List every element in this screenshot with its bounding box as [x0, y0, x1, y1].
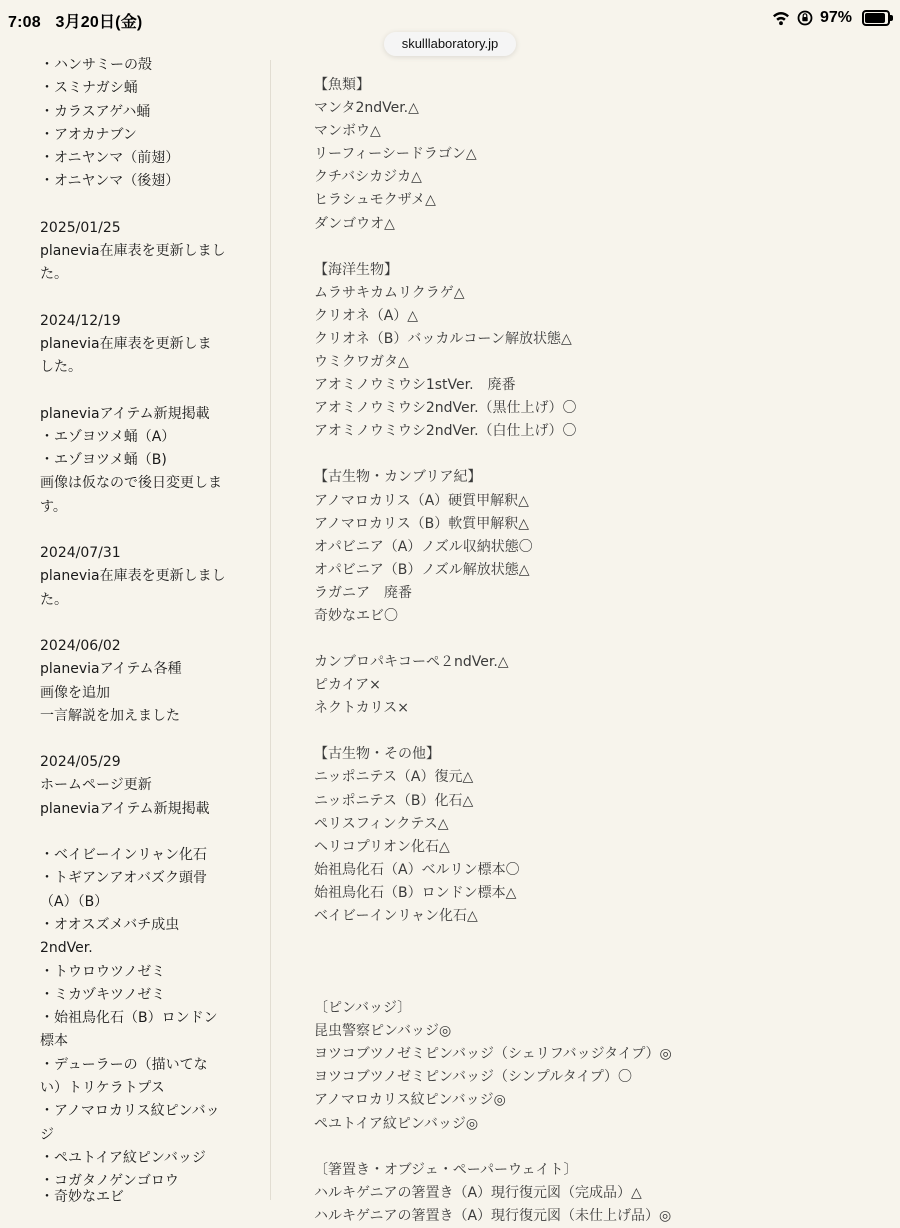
news-line: 2025/01/25: [40, 219, 121, 236]
stock-item: オパビニア（B）ノズル解放状態△: [314, 561, 530, 578]
cut-off-line: ・奇妙なエビ: [40, 1189, 124, 1205]
stock-item: 始祖鳥化石（B）ロンドン標本△: [314, 884, 517, 901]
stock-item: クチバシカジカ△: [314, 169, 422, 186]
stock-item: ウミクワガタ△: [314, 354, 409, 371]
news-line: ・アノマロカリス紋ピンバッ: [40, 1103, 220, 1120]
stock-item: 【古生物・カンブリア紀】: [314, 469, 482, 486]
news-line: ・トウロウツノゼミ: [40, 963, 166, 980]
news-line: ジ: [40, 1126, 54, 1143]
stock-item: アオミノウミウシ2ndVer.（黒仕上げ）〇: [314, 400, 577, 417]
news-line: た。: [40, 266, 68, 283]
column-divider: [270, 60, 271, 1200]
stock-item: ベイビーインリャン化石△: [314, 908, 478, 924]
spacer: [40, 287, 240, 310]
status-right: [772, 9, 890, 27]
news-line: ・デューラーの（描いてな: [40, 1056, 208, 1073]
stock-item: 昆虫警察ピンバッジ◎: [314, 1023, 452, 1040]
news-line: 2024/07/31: [40, 545, 121, 562]
news-line: planeviaアイテム各種: [40, 661, 182, 678]
stock-item: マンボウ△: [314, 123, 381, 140]
stock-item: ペリスフィンクテス△: [314, 815, 449, 832]
news-line: 2024/06/02: [40, 637, 121, 654]
news-line: た。: [40, 591, 68, 608]
stock-item: ニッポニテス（B）化石△: [314, 792, 474, 809]
news-line: planeviaアイテム新規掲載: [40, 800, 210, 817]
stock-item: 奇妙なエビ〇: [314, 607, 398, 624]
stock-item: 〔ピンバッジ〕: [314, 1000, 412, 1017]
news-line: ホームページ更新: [40, 777, 152, 794]
stock-item: ムラサキカムリクラゲ△: [314, 284, 465, 301]
orientation-lock-icon: [796, 10, 814, 26]
spacer: [40, 821, 240, 844]
wifi-icon: [772, 10, 790, 26]
news-line: 画像は仮なので後日変更しま: [40, 475, 222, 492]
news-line: planevia在庫表を更新しまし: [40, 243, 226, 260]
stock-item: ヨツコブツノゼミピンバッジ（シェリフバッジタイプ）◎: [314, 1046, 672, 1063]
news-line: ・コガタノゲンゴロウ: [40, 1173, 179, 1190]
spacer: [40, 612, 240, 635]
news-line: ・始祖鳥化石（B）ロンドン: [40, 1010, 218, 1027]
spacer: [314, 443, 874, 466]
stock-item: 【古生物・その他】: [314, 746, 440, 763]
news-line: ・オオスズメバチ成虫: [40, 916, 180, 933]
stock-item: ニッポニテス（A）復元△: [314, 769, 474, 786]
stock-item: アノマロカリス（B）軟質甲解釈△: [314, 515, 529, 532]
stock-item: マンタ2ndVer.△: [314, 100, 419, 117]
news-line: ・ペユトイア紋ピンバッジ: [40, 1149, 206, 1166]
status-date: 3月20日(金): [55, 14, 143, 31]
news-line: ・アオカナブン: [40, 126, 137, 143]
stock-item: 〔箸置き・オブジェ・ペーパーウェイト〕: [314, 1161, 578, 1178]
spacer: [314, 951, 874, 974]
stock-item: ハルキゲニアの箸置き（A）現行復元図（未仕上げ品）◎: [314, 1207, 672, 1224]
news-column: [40, 54, 240, 1193]
news-line: い）トリケラトプス: [40, 1079, 165, 1096]
spacer: [314, 628, 874, 651]
stock-item: アオミノウミウシ2ndVer.（白仕上げ）〇: [314, 423, 577, 440]
news-line: ・エゾヨツメ蛹（B): [40, 452, 167, 469]
stock-item: ハルキゲニアの箸置き（A）現行復元図（完成品）△: [314, 1184, 642, 1201]
url-bar[interactable]: skulllaboratory.jp: [384, 32, 516, 56]
stock-item: ネクトカリス×: [314, 700, 410, 717]
stock-item: カンブロパキコーペ２ndVer.△: [314, 654, 509, 671]
news-line: ・オニヤンマ（後翅）: [40, 173, 180, 190]
stock-item: ダンゴウオ△: [314, 215, 395, 232]
stock-item: リーフィーシードラゴン△: [314, 146, 477, 163]
news-line: 一言解説を加えました: [40, 707, 180, 724]
stock-item: ヒラシュモクザメ△: [314, 192, 436, 209]
news-line: ・エゾヨツメ蛹（A）: [40, 428, 176, 445]
stock-item: オパビニア（A）ノズル収納状態〇: [314, 538, 533, 555]
news-line: ・ベイビーインリャン化石: [40, 847, 208, 864]
spacer: [314, 1136, 874, 1159]
stock-item: ピカイア×: [314, 677, 381, 694]
news-line: （A）（B）: [40, 893, 109, 910]
news-line: 2024/12/19: [40, 312, 121, 329]
spacer: [314, 720, 874, 743]
news-line: 標本: [40, 1033, 68, 1050]
stock-item: クリオネ（A）△: [314, 307, 419, 324]
news-line: planeviaアイテム新規掲載: [40, 405, 210, 422]
spacer: [314, 974, 874, 997]
stock-item: 【海洋生物】: [314, 261, 398, 278]
news-line: planevia在庫表を更新しまし: [40, 568, 226, 585]
stock-item: ラガニア 廃番: [314, 584, 412, 601]
news-line: ・オニヤンマ（前翅）: [40, 150, 180, 167]
news-line: す。: [40, 498, 67, 515]
spacer: [40, 380, 240, 403]
news-line: ・カラスアゲハ蛹: [40, 103, 151, 120]
stock-item: アオミノウミウシ1stVer. 廃番: [314, 377, 516, 394]
stock-item: ヨツコブツノゼミピンバッジ（シンプルタイプ）〇: [314, 1069, 633, 1086]
stock-item: ペユトイア紋ピンバッジ◎: [314, 1115, 479, 1132]
news-line: planevia在庫表を更新しま: [40, 335, 212, 352]
stock-item: クリオネ（B）バッカルコーン解放状態△: [314, 330, 572, 347]
status-time: 7:08: [8, 14, 41, 31]
news-line: 画像を追加: [40, 684, 110, 701]
spacer: [40, 519, 240, 542]
news-line: ・ハンサミーの殻: [40, 57, 152, 73]
status-left: [8, 9, 152, 32]
spacer: [314, 236, 874, 259]
stock-item: ヘリコプリオン化石△: [314, 838, 450, 855]
stock-item: アノマロカリス紋ピンバッジ◎: [314, 1092, 506, 1109]
spacer: [40, 194, 240, 217]
news-line: 2024/05/29: [40, 754, 121, 771]
stock-item: アノマロカリス（A）硬質甲解釈△: [314, 492, 529, 509]
stock-item: 【魚類】: [314, 77, 370, 93]
news-line: ・ミカヅキツノゼミ: [40, 986, 166, 1003]
spacer: [314, 928, 874, 951]
news-line: した。: [40, 359, 82, 376]
news-line: 2ndVer.: [40, 940, 93, 957]
stock-item: 始祖鳥化石（A）ベルリン標本〇: [314, 861, 520, 878]
stock-list-column: [314, 74, 874, 1228]
news-line: ・スミナガシ蛹: [40, 80, 138, 97]
spacer: [40, 728, 240, 751]
news-line: ・トギアンアオバズク頭骨: [40, 870, 208, 887]
battery-percent: 97%: [819, 9, 852, 26]
battery-icon: [862, 10, 890, 26]
